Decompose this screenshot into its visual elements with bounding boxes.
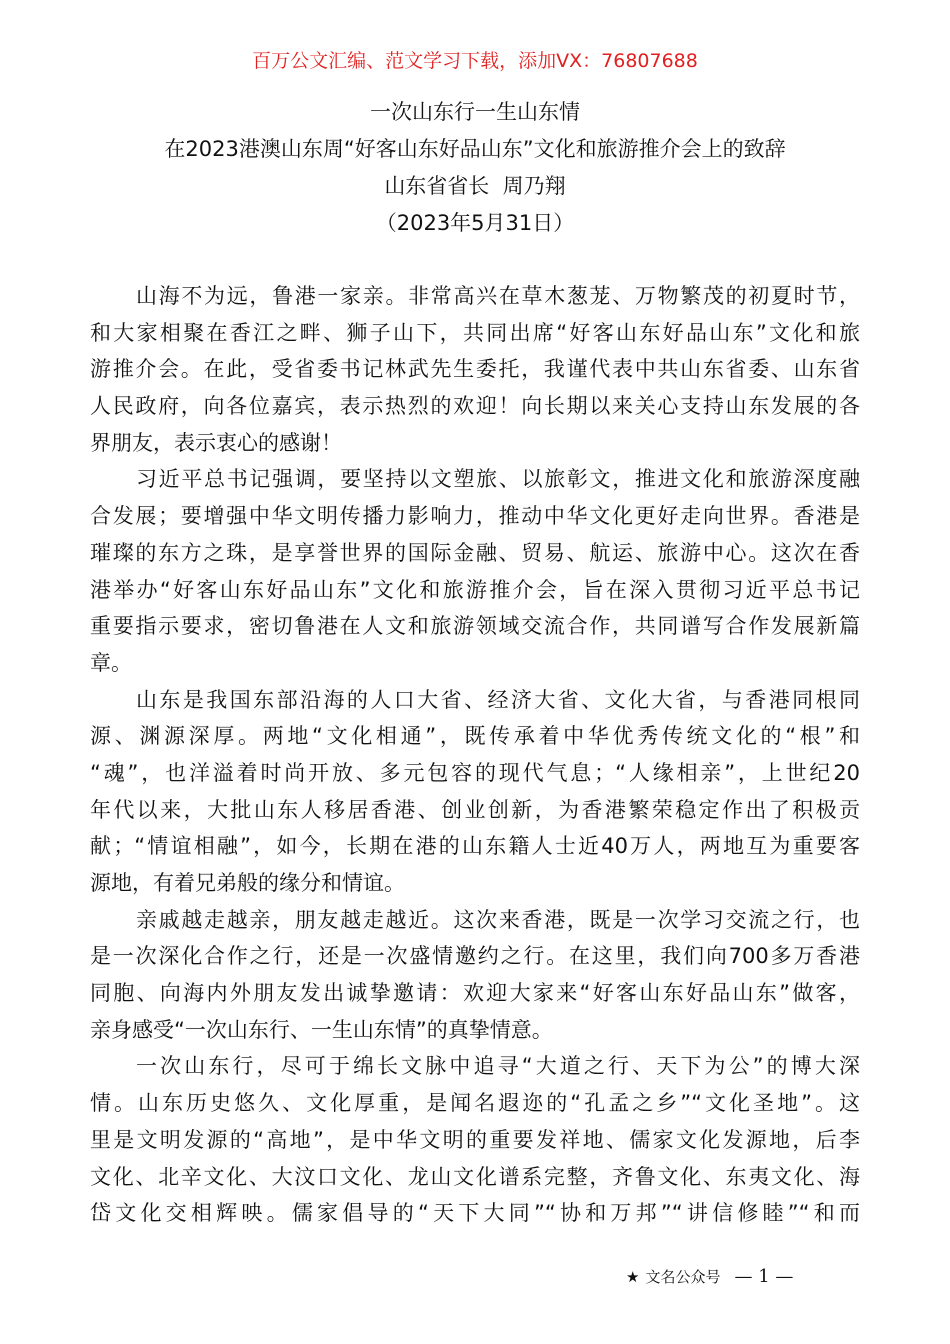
paragraph-line: 亲身感受“一次山东行、一生山东情”的真挚情意。	[90, 1017, 553, 1042]
paragraph-line: 港举办“好客山东好品山东”文化和旅游推介会，旨在深入贯彻习近平总书记	[90, 577, 860, 602]
document-subtitle: 在2023港澳山东周“好客山东好品山东”文化和旅游推介会上的致辞	[164, 137, 786, 161]
page-footer	[626, 1266, 793, 1287]
paragraph-line: 游推介会。在此，受省委书记林武先生委托，我谨代表中共山东省委、山东省	[90, 357, 860, 382]
paragraph-line: 年代以来，大批山东人移居香港、创业创新，为香港繁荣稳定作出了积极贡	[90, 797, 860, 822]
paragraph-line: 亲戚越走越亲，朋友越走越近。这次来香港，既是一次学习交流之行，也	[136, 907, 860, 932]
paragraph-line: 山东是我国东部沿海的人口大省、经济大省、文化大省，与香港同根同	[136, 687, 860, 712]
page-number: — 1 —	[734, 1266, 794, 1287]
star-icon: ★	[626, 1267, 640, 1286]
paragraph-line: 章。	[90, 650, 132, 675]
paragraph-line: 源地，有着兄弟般的缘分和情谊。	[90, 871, 405, 895]
paragraph-line: 里是文明发源的“高地”，是中华文明的重要发祥地、儒家文化发源地，后李	[90, 1127, 860, 1152]
footer-source: 文名公众号	[645, 1268, 721, 1286]
document-date: （2023年5月31日）	[375, 211, 575, 235]
paragraph	[90, 1048, 860, 1231]
paragraph	[90, 461, 860, 681]
document-body	[90, 278, 860, 1232]
watermark-banner: 百万公文汇编、范文学习下载，添加VX：76807688	[252, 50, 698, 72]
paragraph	[90, 278, 860, 461]
paragraph-line: 人民政府，向各位嘉宾，表示热烈的欢迎！向长期以来关心支持山东发展的各	[90, 394, 860, 419]
paragraph-line: 文化、北辛文化、大汶口文化、龙山文化谱系完整，齐鲁文化、东夷文化、海	[90, 1164, 860, 1189]
paragraph-line: 同胞、向海内外朋友发出诚挚邀请：欢迎大家来“好客山东好品山东”做客，	[90, 981, 860, 1006]
paragraph-line: 山海不为远，鲁港一家亲。非常高兴在草木葱茏、万物繁茂的初夏时节，	[136, 284, 860, 308]
paragraph-line: 岱文化交相辉映。儒家倡导的“天下大同”“协和万邦”“讲信修睦”“和而	[90, 1201, 860, 1226]
paragraph-line: 情。山东历史悠久、文化厚重，是闻名遐迩的“孔孟之乡”“文化圣地”。这	[90, 1091, 860, 1116]
paragraph-line: “魂”，也洋溢着时尚开放、多元包容的现代气息；“人缘相亲”，上世纪20	[90, 760, 860, 785]
paragraph-line: 是一次深化合作之行，还是一次盛情邀约之行。在这里，我们向700多万香港	[90, 944, 860, 969]
document-title: 一次山东行一生山东情	[370, 100, 580, 124]
paragraph-line: 源、渊源深厚。两地“文化相通”，既传承着中华优秀传统文化的“根”和	[90, 724, 860, 749]
paragraph-line: 献；“情谊相融”，如今，长期在港的山东籍人士近40万人，两地互为重要客	[90, 834, 860, 859]
paragraph-line: 合发展；要增强中华文明传播力影响力，推动中华文化更好走向世界。香港是	[90, 504, 860, 529]
document-author: 山东省省长 周乃翔	[384, 174, 566, 198]
paragraph	[90, 682, 860, 902]
paragraph-line: 习近平总书记强调，要坚持以文塑旅、以旅彰文，推进文化和旅游深度融	[136, 467, 860, 492]
paragraph	[90, 902, 860, 1049]
paragraph-line: 一次山东行，尽可于绵长文脉中追寻“大道之行、天下为公”的博大深	[136, 1054, 860, 1079]
paragraph-line: 界朋友，表示衷心的感谢！	[90, 430, 342, 455]
paragraph-line: 和大家相聚在香江之畔、狮子山下，共同出席“好客山东好品山东”文化和旅	[90, 320, 860, 345]
paragraph-line: 重要指示要求，密切鲁港在人文和旅游领域交流合作，共同谱写合作发展新篇	[90, 614, 860, 639]
paragraph-line: 璀璨的东方之珠，是享誉世界的国际金融、贸易、航运、旅游中心。这次在香	[90, 540, 860, 565]
